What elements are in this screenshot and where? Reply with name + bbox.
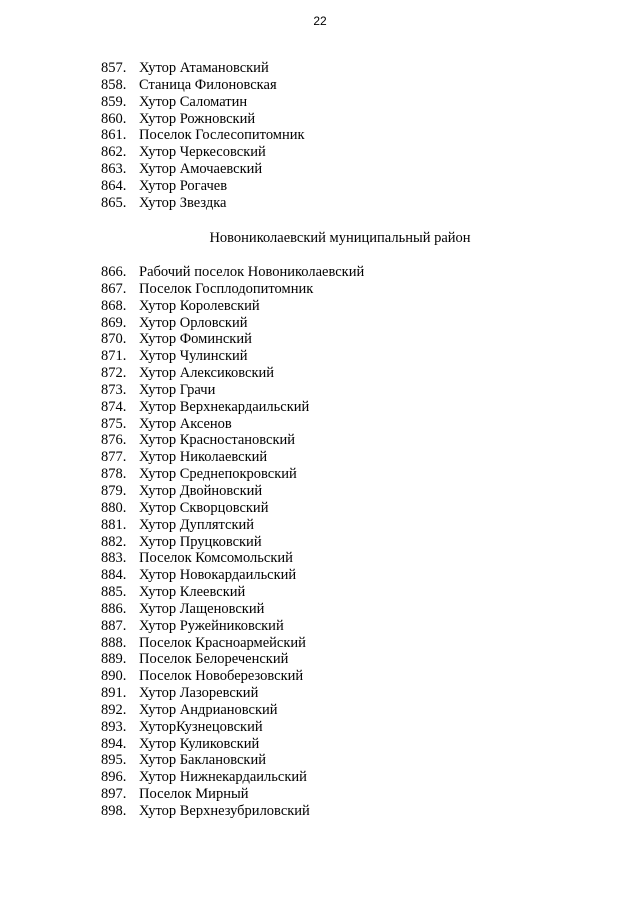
- item-text: Хутор Верхнезубриловский: [139, 803, 310, 819]
- item-number: 860.: [101, 110, 127, 127]
- list-item: [101, 702, 364, 719]
- list-item: [101, 483, 364, 500]
- item-number: 866.: [101, 264, 127, 280]
- item-number: 858.: [101, 76, 127, 93]
- item-text: Хутор Рогачев: [139, 177, 228, 194]
- item-text: Хутор Орловский: [139, 314, 248, 331]
- item-number: 884.: [101, 567, 127, 584]
- list-item: [101, 161, 305, 178]
- item-text: Хутор Рожновский: [139, 110, 256, 127]
- list-item: [101, 60, 305, 77]
- list-item: [101, 803, 364, 820]
- item-number: 878.: [101, 466, 127, 483]
- item-number: 898.: [101, 803, 127, 819]
- list-item: [101, 651, 364, 668]
- item-number: 889.: [101, 651, 127, 668]
- list-item: [101, 331, 364, 348]
- list-item: [101, 144, 305, 161]
- item-text: Хутор Чулинский: [139, 348, 248, 365]
- item-number: 882.: [101, 533, 127, 550]
- item-number: 885.: [101, 584, 127, 601]
- item-number: 883.: [101, 550, 127, 567]
- item-text: ХуторКузнецовский: [139, 718, 263, 735]
- section-heading: Новониколаевский муниципальный район: [209, 230, 471, 246]
- item-number: 862.: [101, 144, 127, 161]
- item-number: 873.: [101, 381, 127, 398]
- list-item: [101, 786, 364, 803]
- item-text: Хутор Среднепокровский: [139, 466, 297, 483]
- item-text: Хутор Красностановский: [139, 432, 296, 449]
- list-item: [101, 365, 364, 382]
- item-number: 890.: [101, 668, 127, 685]
- item-number: 893.: [101, 718, 127, 735]
- item-text: Хутор Баклановский: [139, 752, 266, 769]
- list-item: [101, 77, 305, 94]
- list-item: [101, 416, 364, 433]
- item-text: Хутор Новокардаильский: [139, 567, 297, 584]
- item-text: Хутор Скворцовский: [139, 499, 269, 516]
- item-number: 867.: [101, 280, 127, 297]
- item-text: Хутор Черкесовский: [139, 144, 266, 161]
- item-text: Хутор Ружейниковский: [139, 617, 284, 634]
- item-text: Хутор Клеевский: [139, 584, 246, 601]
- list-item: [101, 668, 364, 685]
- item-number: 892.: [101, 701, 127, 718]
- item-number: 868.: [101, 297, 127, 314]
- item-number: 886.: [101, 600, 127, 617]
- list-item: [101, 264, 364, 281]
- item-text: Хутор Куликовский: [139, 735, 260, 752]
- list-item: [101, 567, 364, 584]
- list-item: [101, 195, 305, 212]
- item-number: 895.: [101, 752, 127, 769]
- list-item: [101, 111, 305, 128]
- item-text: Хутор Грачи: [139, 381, 216, 398]
- list-item: [101, 736, 364, 753]
- list-item: [101, 432, 364, 449]
- list-item: [101, 534, 364, 551]
- item-number: 875.: [101, 415, 127, 432]
- list-item: [101, 752, 364, 769]
- item-text: Хутор Лащеновский: [139, 600, 265, 617]
- item-number: 874.: [101, 398, 127, 415]
- item-text: Хутор Лазоревский: [139, 685, 259, 702]
- item-text: Хутор Пруцковский: [139, 533, 262, 550]
- settlement-list-continued: [101, 60, 305, 212]
- item-number: 871.: [101, 348, 127, 365]
- item-number: 863.: [101, 161, 127, 178]
- item-number: 897.: [101, 786, 127, 803]
- list-item: [101, 178, 305, 195]
- list-item: [101, 281, 364, 298]
- list-item: [101, 399, 364, 416]
- item-text: Поселок Белореченский: [139, 651, 289, 668]
- item-text: Хутор Королевский: [139, 297, 260, 314]
- list-item: [101, 500, 364, 517]
- item-number: 872.: [101, 365, 127, 382]
- list-item: [101, 769, 364, 786]
- item-text: Хутор Аксенов: [139, 415, 232, 432]
- list-item: [101, 719, 364, 736]
- list-item: [101, 685, 364, 702]
- list-item: [101, 517, 364, 534]
- item-text: Хутор Двойновский: [139, 482, 263, 499]
- list-item: [101, 584, 364, 601]
- list-item: [101, 466, 364, 483]
- item-text: Хутор Нижнекардаильский: [139, 769, 307, 786]
- item-number: 857.: [101, 60, 127, 76]
- list-item: [101, 449, 364, 466]
- item-text: Хутор Фоминский: [139, 331, 252, 348]
- item-number: 894.: [101, 735, 127, 752]
- item-text: Хутор Звездка: [139, 194, 227, 211]
- item-number: 877.: [101, 449, 127, 466]
- item-number: 876.: [101, 432, 127, 449]
- item-text: Поселок Госплодопитомник: [139, 280, 314, 297]
- item-text: Хутор Саломатин: [139, 93, 248, 110]
- item-number: 861.: [101, 127, 127, 144]
- item-number: 864.: [101, 177, 127, 194]
- item-number: 879.: [101, 482, 127, 499]
- item-text: Хутор Андриановский: [139, 701, 278, 718]
- item-number: 881.: [101, 516, 127, 533]
- list-item: [101, 94, 305, 111]
- item-text: Хутор Атамановский: [139, 60, 269, 76]
- item-number: 880.: [101, 499, 127, 516]
- list-item: [101, 348, 364, 365]
- item-text: Хутор Дуплятский: [139, 516, 255, 533]
- list-item: [101, 601, 364, 618]
- list-item: [101, 127, 305, 144]
- item-text: Поселок Комсомольский: [139, 550, 293, 567]
- item-text: Хутор Верхнекардаильский: [139, 398, 310, 415]
- item-number: 865.: [101, 194, 127, 211]
- list-item: [101, 298, 364, 315]
- item-text: Поселок Красноармейский: [139, 634, 306, 651]
- item-text: Поселок Гослесопитомник: [139, 127, 305, 144]
- item-text: Поселок Новоберезовский: [139, 668, 304, 685]
- item-text: Поселок Мирный: [139, 786, 249, 803]
- list-item: [101, 315, 364, 332]
- item-text: Хутор Алексиковский: [139, 365, 275, 382]
- item-text: Рабочий поселок Новониколаевский: [139, 264, 365, 280]
- item-text: Станица Филоновская: [139, 76, 277, 93]
- item-text: Хутор Николаевский: [139, 449, 268, 466]
- item-number: 870.: [101, 331, 127, 348]
- item-number: 859.: [101, 93, 127, 110]
- settlement-list-novonikolaevsky: [101, 264, 364, 820]
- item-number: 887.: [101, 617, 127, 634]
- page-number: 22: [313, 14, 327, 28]
- item-number: 888.: [101, 634, 127, 651]
- list-item: [101, 635, 364, 652]
- item-text: Хутор Амочаевский: [139, 161, 263, 178]
- list-item: [101, 550, 364, 567]
- item-number: 896.: [101, 769, 127, 786]
- item-number: 891.: [101, 685, 127, 702]
- list-item: [101, 618, 364, 635]
- list-item: [101, 382, 364, 399]
- item-number: 869.: [101, 314, 127, 331]
